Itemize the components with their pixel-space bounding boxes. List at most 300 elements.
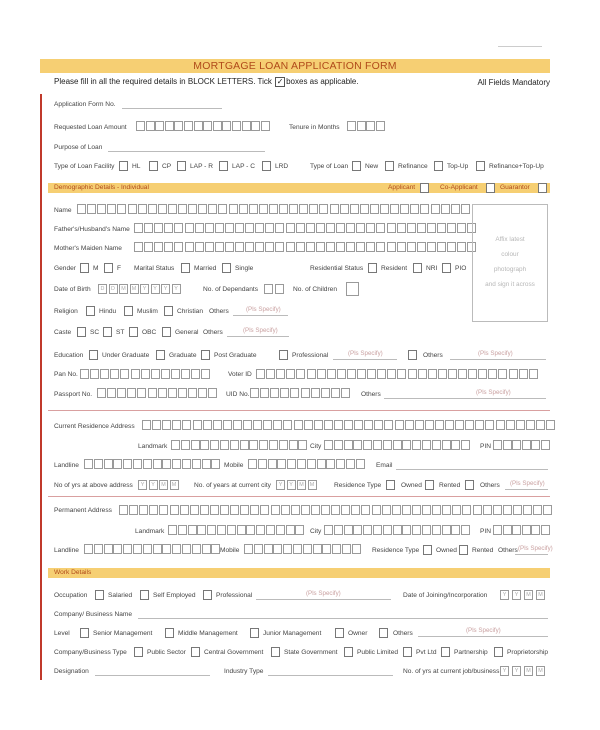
char-box[interactable]	[215, 242, 224, 252]
char-box[interactable]	[200, 440, 209, 450]
char-box[interactable]	[324, 420, 333, 430]
char-box[interactable]	[313, 544, 322, 554]
char-box[interactable]	[529, 369, 538, 379]
perm-owned-checkbox[interactable]	[423, 545, 432, 555]
char-box[interactable]	[493, 525, 502, 535]
char-box[interactable]	[191, 440, 200, 450]
char-box[interactable]	[289, 204, 298, 214]
marital-single-checkbox[interactable]	[222, 263, 231, 273]
char-box[interactable]	[340, 204, 349, 214]
char-box[interactable]	[137, 388, 146, 398]
char-box[interactable]	[541, 525, 550, 535]
char-box[interactable]	[344, 420, 353, 430]
gender-m-checkbox[interactable]	[80, 263, 89, 273]
char-box[interactable]	[301, 388, 310, 398]
char-box[interactable]	[344, 525, 353, 535]
char-box[interactable]	[217, 525, 226, 535]
char-box[interactable]	[172, 459, 181, 469]
char-box[interactable]: D	[98, 284, 107, 294]
char-box[interactable]	[266, 525, 275, 535]
char-box[interactable]	[361, 505, 370, 515]
char-box[interactable]	[181, 369, 190, 379]
char-box[interactable]	[412, 440, 421, 450]
char-box[interactable]: Y	[512, 666, 521, 676]
char-box[interactable]	[113, 459, 122, 469]
char-box[interactable]	[181, 440, 190, 450]
char-box[interactable]	[461, 525, 470, 535]
perm-rented-checkbox[interactable]	[459, 545, 468, 555]
char-box[interactable]	[321, 388, 330, 398]
char-box[interactable]	[280, 388, 289, 398]
char-box[interactable]	[203, 121, 212, 131]
ct-partnership-checkbox[interactable]	[441, 647, 450, 657]
char-box[interactable]	[256, 369, 265, 379]
char-box[interactable]	[412, 525, 421, 535]
facility-hl-checkbox[interactable]	[119, 161, 128, 171]
char-box[interactable]	[336, 242, 345, 252]
char-box[interactable]	[445, 420, 454, 430]
char-box[interactable]	[473, 505, 482, 515]
char-box[interactable]	[347, 121, 356, 131]
char-box[interactable]	[84, 459, 93, 469]
char-box[interactable]	[531, 440, 540, 450]
char-box[interactable]	[457, 242, 466, 252]
char-box[interactable]	[326, 459, 335, 469]
char-box[interactable]	[402, 505, 411, 515]
char-box[interactable]	[294, 420, 303, 430]
char-box[interactable]	[265, 223, 274, 233]
char-box[interactable]	[291, 505, 300, 515]
char-box[interactable]	[337, 369, 346, 379]
char-box[interactable]	[296, 223, 305, 233]
residential-pio-checkbox[interactable]	[442, 263, 451, 273]
application-form-no-input[interactable]	[122, 108, 222, 109]
char-box[interactable]	[246, 525, 255, 535]
char-box[interactable]	[428, 369, 437, 379]
char-box[interactable]	[397, 223, 406, 233]
char-box[interactable]	[346, 242, 355, 252]
char-box[interactable]	[354, 420, 363, 430]
char-box[interactable]	[141, 369, 150, 379]
char-box[interactable]	[182, 420, 191, 430]
char-box[interactable]	[356, 242, 365, 252]
char-box[interactable]	[276, 369, 285, 379]
char-box[interactable]	[293, 544, 302, 554]
char-box[interactable]	[331, 505, 340, 515]
char-box[interactable]	[447, 223, 456, 233]
char-box[interactable]	[364, 420, 373, 430]
char-box[interactable]: M	[297, 480, 306, 490]
char-box[interactable]	[286, 242, 295, 252]
char-box[interactable]	[263, 420, 272, 430]
occ-prof-checkbox[interactable]	[203, 590, 212, 600]
industry-type-input[interactable]	[268, 675, 393, 676]
char-box[interactable]	[341, 505, 350, 515]
char-box[interactable]	[251, 121, 260, 131]
char-box[interactable]	[194, 121, 203, 131]
char-box[interactable]	[94, 459, 103, 469]
char-box[interactable]	[113, 544, 122, 554]
char-box[interactable]	[402, 525, 411, 535]
char-box[interactable]	[451, 525, 460, 535]
char-box[interactable]	[210, 440, 219, 450]
char-box[interactable]	[425, 420, 434, 430]
char-box[interactable]	[211, 459, 220, 469]
char-box[interactable]	[107, 204, 116, 214]
char-box[interactable]	[331, 388, 340, 398]
char-box[interactable]	[162, 544, 171, 554]
char-box[interactable]	[195, 242, 204, 252]
char-box[interactable]	[249, 204, 258, 214]
char-box[interactable]	[295, 525, 304, 535]
char-box[interactable]	[144, 223, 153, 233]
photo-box[interactable]	[472, 204, 548, 322]
char-box[interactable]: M	[170, 480, 179, 490]
char-box[interactable]	[229, 204, 238, 214]
char-box[interactable]	[357, 121, 366, 131]
char-box[interactable]	[134, 223, 143, 233]
char-box[interactable]	[334, 440, 343, 450]
char-box[interactable]	[427, 223, 436, 233]
char-box[interactable]	[478, 369, 487, 379]
char-box[interactable]	[235, 223, 244, 233]
char-box[interactable]	[250, 505, 259, 515]
char-box[interactable]	[208, 204, 217, 214]
char-box[interactable]	[334, 525, 343, 535]
char-box[interactable]	[279, 440, 288, 450]
char-box[interactable]	[458, 369, 467, 379]
char-box[interactable]: Y	[149, 480, 158, 490]
char-box[interactable]	[465, 420, 474, 430]
caste-st-checkbox[interactable]	[103, 327, 112, 337]
char-box[interactable]	[442, 440, 451, 450]
char-box[interactable]	[107, 388, 116, 398]
char-box[interactable]	[273, 544, 282, 554]
religion-others-input[interactable]	[233, 315, 288, 316]
char-box[interactable]	[213, 121, 222, 131]
char-box[interactable]	[279, 204, 288, 214]
ct-public-sector-checkbox[interactable]	[134, 647, 143, 657]
char-box[interactable]	[139, 505, 148, 515]
char-box[interactable]	[462, 505, 471, 515]
char-box[interactable]	[357, 369, 366, 379]
char-box[interactable]	[299, 204, 308, 214]
char-box[interactable]	[203, 420, 212, 430]
char-box[interactable]	[269, 204, 278, 214]
char-box[interactable]	[407, 242, 416, 252]
char-box[interactable]	[232, 121, 241, 131]
char-box[interactable]	[493, 505, 502, 515]
char-box[interactable]	[215, 223, 224, 233]
char-box[interactable]	[205, 242, 214, 252]
char-box[interactable]	[149, 505, 158, 515]
char-box[interactable]	[104, 459, 113, 469]
cur-owned-checkbox[interactable]	[386, 480, 395, 490]
char-box[interactable]	[271, 505, 280, 515]
char-box[interactable]	[208, 388, 217, 398]
char-box[interactable]	[327, 369, 336, 379]
char-box[interactable]	[197, 525, 206, 535]
char-box[interactable]	[392, 505, 401, 515]
char-box[interactable]	[220, 505, 229, 515]
char-box[interactable]	[158, 204, 167, 214]
char-box[interactable]	[269, 440, 278, 450]
char-box[interactable]	[309, 204, 318, 214]
char-box[interactable]	[281, 505, 290, 515]
char-box[interactable]	[336, 459, 345, 469]
char-box[interactable]: Y	[500, 590, 509, 600]
char-box[interactable]	[410, 204, 419, 214]
char-box[interactable]	[97, 388, 106, 398]
char-box[interactable]	[351, 505, 360, 515]
char-box[interactable]	[420, 204, 429, 214]
char-box[interactable]	[363, 525, 372, 535]
char-box[interactable]	[142, 420, 151, 430]
occ-salaried-checkbox[interactable]	[95, 590, 104, 600]
char-box[interactable]	[237, 525, 246, 535]
char-box[interactable]	[185, 223, 194, 233]
char-box[interactable]	[143, 459, 152, 469]
char-box[interactable]	[451, 204, 460, 214]
char-box[interactable]	[468, 369, 477, 379]
char-box[interactable]	[380, 204, 389, 214]
char-box[interactable]	[195, 223, 204, 233]
char-box[interactable]	[243, 420, 252, 430]
perm-others-input[interactable]	[515, 554, 548, 555]
cur-others-input[interactable]	[505, 489, 548, 490]
char-box[interactable]	[250, 388, 259, 398]
edu-others-input[interactable]	[450, 359, 546, 360]
level-others-input[interactable]	[418, 636, 548, 637]
char-box[interactable]: M	[159, 480, 168, 490]
char-box[interactable]: M	[524, 666, 533, 676]
char-box[interactable]	[161, 369, 170, 379]
char-box[interactable]	[522, 440, 531, 450]
char-box[interactable]	[441, 204, 450, 214]
char-box[interactable]	[286, 223, 295, 233]
char-box[interactable]	[287, 459, 296, 469]
char-box[interactable]	[306, 223, 315, 233]
char-box[interactable]	[230, 440, 239, 450]
char-box[interactable]	[128, 204, 137, 214]
religion-muslim-checkbox[interactable]	[124, 306, 133, 316]
role-applicant-checkbox[interactable]	[420, 183, 429, 193]
char-box[interactable]: M	[524, 590, 533, 600]
dependants-box-2[interactable]	[275, 284, 284, 294]
char-box[interactable]: Y	[276, 480, 285, 490]
char-box[interactable]: M	[308, 480, 317, 490]
type-new-checkbox[interactable]	[352, 161, 361, 171]
char-box[interactable]	[144, 242, 153, 252]
char-box[interactable]	[184, 121, 193, 131]
occ-prof-input[interactable]	[256, 599, 391, 600]
char-box[interactable]	[174, 121, 183, 131]
cur-others-checkbox[interactable]	[465, 480, 474, 490]
char-box[interactable]	[503, 440, 512, 450]
char-box[interactable]	[213, 420, 222, 430]
char-box[interactable]	[344, 440, 353, 450]
purpose-input[interactable]	[108, 151, 265, 152]
char-box[interactable]	[387, 369, 396, 379]
char-box[interactable]	[227, 525, 236, 535]
edu-ug-checkbox[interactable]	[89, 350, 98, 360]
ct-proprietorship-checkbox[interactable]	[494, 647, 503, 657]
char-box[interactable]: Y	[161, 284, 170, 294]
char-box[interactable]	[259, 204, 268, 214]
char-box[interactable]	[307, 459, 316, 469]
level-junior-checkbox[interactable]	[250, 628, 259, 638]
char-box[interactable]	[148, 204, 157, 214]
char-box[interactable]	[201, 369, 210, 379]
char-box[interactable]	[321, 505, 330, 515]
level-others-checkbox[interactable]	[379, 628, 388, 638]
char-box[interactable]	[154, 223, 163, 233]
char-box[interactable]	[442, 505, 451, 515]
char-box[interactable]	[165, 121, 174, 131]
char-box[interactable]: D	[109, 284, 118, 294]
char-box[interactable]	[360, 204, 369, 214]
char-box[interactable]	[245, 242, 254, 252]
char-box[interactable]	[225, 242, 234, 252]
religion-christian-checkbox[interactable]	[164, 306, 173, 316]
char-box[interactable]	[154, 242, 163, 252]
char-box[interactable]	[242, 121, 251, 131]
char-box[interactable]	[152, 420, 161, 430]
char-box[interactable]	[148, 388, 157, 398]
char-box[interactable]	[376, 242, 385, 252]
char-box[interactable]	[306, 242, 315, 252]
char-box[interactable]	[258, 459, 267, 469]
char-box[interactable]: M	[119, 284, 128, 294]
char-box[interactable]	[182, 544, 191, 554]
char-box[interactable]	[255, 242, 264, 252]
gender-f-checkbox[interactable]	[104, 263, 113, 273]
char-box[interactable]	[342, 544, 351, 554]
char-box[interactable]	[347, 369, 356, 379]
char-box[interactable]	[397, 242, 406, 252]
char-box[interactable]	[367, 369, 376, 379]
char-box[interactable]	[155, 121, 164, 131]
ct-state-checkbox[interactable]	[271, 647, 280, 657]
char-box[interactable]	[316, 223, 325, 233]
edu-prof-checkbox[interactable]	[279, 350, 288, 360]
role-guarantor-checkbox[interactable]	[538, 183, 547, 193]
char-box[interactable]	[546, 420, 555, 430]
children-box[interactable]	[346, 282, 359, 296]
char-box[interactable]	[170, 505, 179, 515]
char-box[interactable]	[133, 544, 142, 554]
char-box[interactable]	[275, 242, 284, 252]
char-box[interactable]	[188, 388, 197, 398]
char-box[interactable]	[182, 459, 191, 469]
role-coapplicant-checkbox[interactable]	[486, 183, 495, 193]
type-topup-checkbox[interactable]	[434, 161, 443, 171]
residential-nri-checkbox[interactable]	[413, 263, 422, 273]
char-box[interactable]	[188, 525, 197, 535]
char-box[interactable]	[442, 525, 451, 535]
char-box[interactable]	[451, 440, 460, 450]
char-box[interactable]	[210, 505, 219, 515]
char-box[interactable]	[265, 242, 274, 252]
char-box[interactable]	[290, 388, 299, 398]
ct-public-ltd-checkbox[interactable]	[344, 647, 353, 657]
marital-married-checkbox[interactable]	[181, 263, 190, 273]
char-box[interactable]	[493, 440, 502, 450]
caste-obc-checkbox[interactable]	[129, 327, 138, 337]
cur-rented-checkbox[interactable]	[425, 480, 434, 490]
char-box[interactable]	[503, 505, 512, 515]
char-box[interactable]	[286, 525, 295, 535]
char-box[interactable]	[412, 505, 421, 515]
religion-hindu-checkbox[interactable]	[86, 306, 95, 316]
char-box[interactable]	[370, 204, 379, 214]
char-box[interactable]: Y	[172, 284, 181, 294]
char-box[interactable]	[136, 121, 145, 131]
char-box[interactable]	[158, 388, 167, 398]
char-box[interactable]	[376, 223, 385, 233]
char-box[interactable]	[220, 440, 229, 450]
dependants-box-1[interactable]	[264, 284, 273, 294]
char-box[interactable]	[259, 440, 268, 450]
current-email-input[interactable]	[396, 469, 548, 470]
char-box[interactable]	[277, 459, 286, 469]
char-box[interactable]	[104, 544, 113, 554]
char-box[interactable]	[353, 440, 362, 450]
char-box[interactable]	[311, 505, 320, 515]
char-box[interactable]	[356, 223, 365, 233]
char-box[interactable]	[324, 440, 333, 450]
char-box[interactable]	[317, 459, 326, 469]
char-box[interactable]	[138, 204, 147, 214]
company-name-input[interactable]	[138, 618, 548, 619]
char-box[interactable]	[273, 420, 282, 430]
char-box[interactable]	[408, 369, 417, 379]
char-box[interactable]	[119, 505, 128, 515]
char-box[interactable]	[100, 369, 109, 379]
char-box[interactable]	[275, 223, 284, 233]
char-box[interactable]	[383, 525, 392, 535]
char-box[interactable]	[324, 525, 333, 535]
char-box[interactable]	[498, 369, 507, 379]
char-box[interactable]	[461, 440, 470, 450]
char-box[interactable]	[366, 223, 375, 233]
char-box[interactable]	[168, 525, 177, 535]
char-box[interactable]	[296, 369, 305, 379]
char-box[interactable]	[346, 459, 355, 469]
char-box[interactable]	[264, 544, 273, 554]
char-box[interactable]	[117, 388, 126, 398]
type-refi-topup-checkbox[interactable]	[476, 161, 485, 171]
char-box[interactable]	[397, 369, 406, 379]
char-box[interactable]: Y	[138, 480, 147, 490]
char-box[interactable]	[422, 505, 431, 515]
char-box[interactable]	[432, 440, 441, 450]
char-box[interactable]	[376, 121, 385, 131]
char-box[interactable]	[123, 459, 132, 469]
char-box[interactable]	[350, 204, 359, 214]
char-box[interactable]	[153, 544, 162, 554]
char-box[interactable]	[245, 223, 254, 233]
char-box[interactable]	[373, 440, 382, 450]
char-box[interactable]: Y	[500, 666, 509, 676]
char-box[interactable]	[97, 204, 106, 214]
char-box[interactable]	[352, 544, 361, 554]
char-box[interactable]	[248, 459, 257, 469]
char-box[interactable]	[374, 420, 383, 430]
facility-cp-checkbox[interactable]	[149, 161, 158, 171]
char-box[interactable]	[162, 459, 171, 469]
char-box[interactable]	[151, 369, 160, 379]
